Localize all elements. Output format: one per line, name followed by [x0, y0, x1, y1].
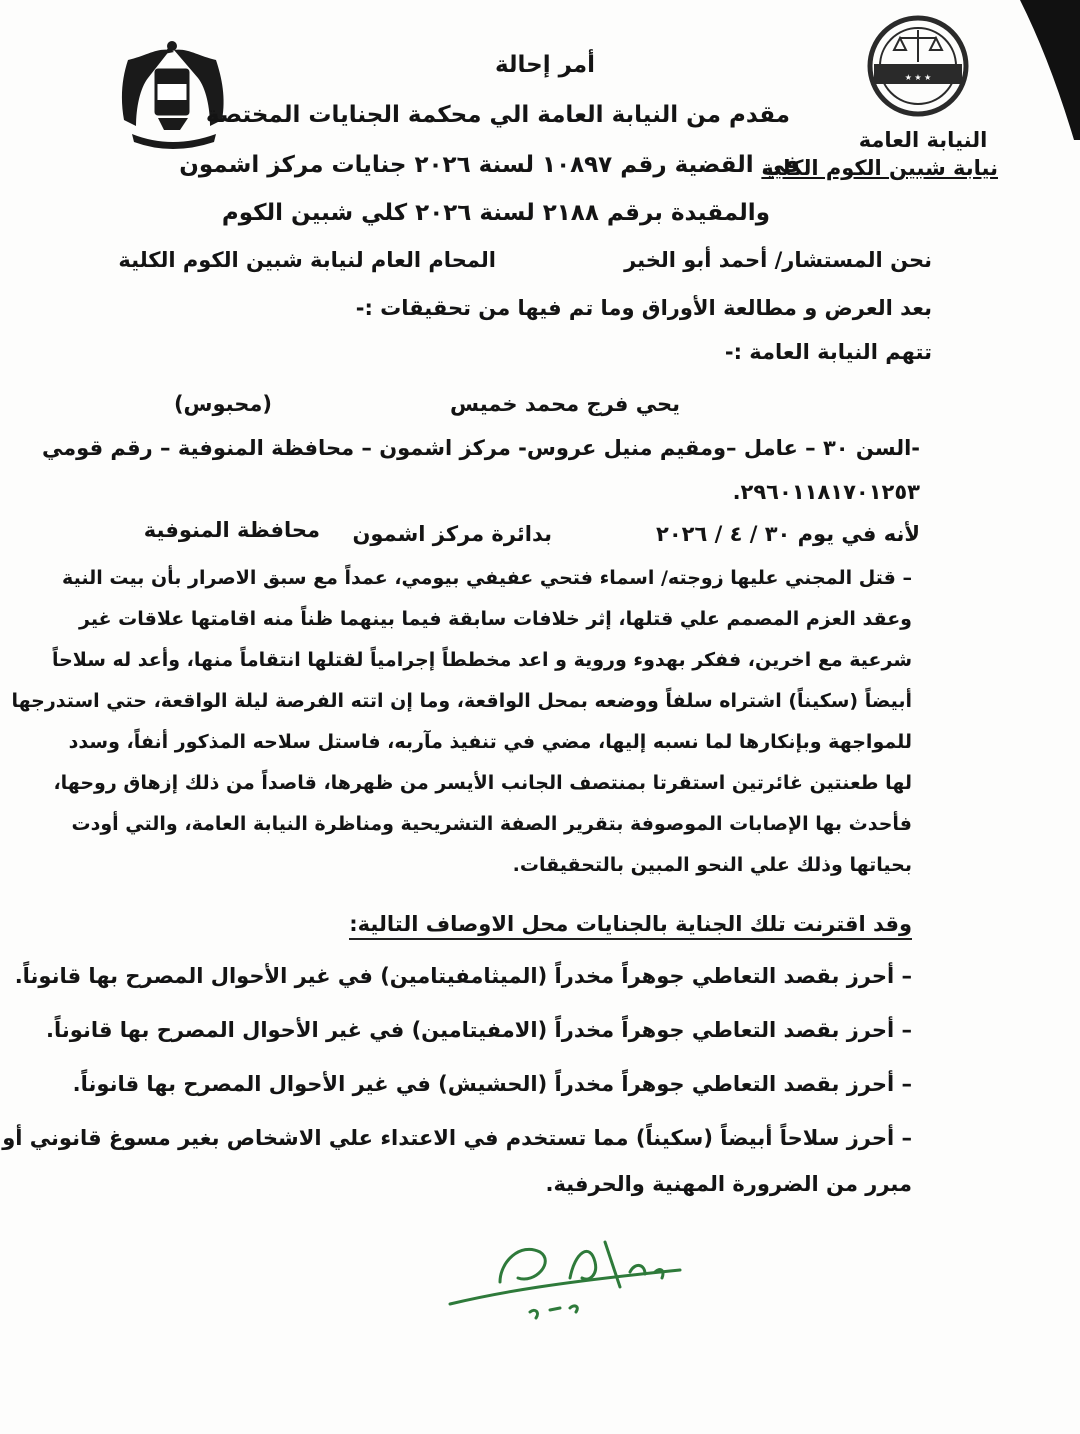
national-id: ٢٩٦٠١١٨١٧٠١٢٥٣. [732, 480, 920, 504]
charge-line: للمواجهة وبإنكارها لما نسبه إليها، مضي في تنفيذ مآربه، فاستل سلاحه المذكور أنفاً، وسدد [68, 731, 912, 753]
charge-paragraph [11, 558, 912, 886]
prosecution-seal-icon [860, 10, 982, 122]
prosecutor-title: المحام العام لنيابة شبين الكوم الكلية [118, 248, 496, 272]
charge-line: أبيضاً (سكيناً) اشتراه سلفاً ووضعه بمحل الواقعة، وما إن اتته الفرصة ليلة الواقعة، حتي استدرجها [11, 690, 912, 712]
defendant-status: (محبوس) [173, 392, 272, 416]
charge-line: شرعية مع اخرين، ففكر بهدوء وروية و اعد مخططاً إجرامياً لقتلها انتقاماً منها، وأعد له سلاحاً [51, 649, 912, 671]
charge-line: لها طعنتين غائرتين استقرتا بمنتصف الجانب الأيسر من ظهرها، قاصداً من ذلك إزهاق روحها، [53, 772, 912, 794]
charge-line: بحياتها وذلك علي النحو المبين بالتحقيقات. [512, 854, 912, 876]
incident-governorate: محافظة المنوفية [143, 518, 320, 542]
weapon-line-2: مبرر من الضرورة المهنية والحرفية. [545, 1172, 912, 1196]
signature [440, 1212, 700, 1332]
charge-line: فأحدث بها الإصابات الموصوفة بتقرير الصفة التشريحية ومناظرة النيابة العامة، والتي أودت [71, 813, 912, 835]
charge-line: وعقد العزم المصمم علي قتلها، إثر خلافات سابقة فيما بينهما ظناً منه اقامتها علاقات غير [79, 608, 912, 630]
defendant-info: -السن ٣٠ – عامل –ومقيم منيل عروس- مركز اشمون – محافظة المنوفية – رقم قومي [41, 436, 920, 460]
accusation-heading: تتهم النيابة العامة :- [724, 340, 932, 364]
office-name: النيابة العامة [858, 128, 988, 152]
egypt-eagle-emblem-icon [118, 38, 230, 150]
charge-item: – أحرز بقصد التعاطي جوهراً مخدراً (الحشيش) في غير الأحوال المصرح بها قانوناً. [72, 1072, 912, 1096]
charge-item: – أحرز بقصد التعاطي جوهراً مخدراً (الامفيتامين) في غير الأحوال المصرح بها قانوناً. [46, 1018, 912, 1042]
weapon-line-1: – أحرز سلاحاً أبيضاً (سكيناً) مما تستخدم في الاعتداء علي الاشخاص بغير مسوغ قانوني أو [2, 1126, 912, 1150]
defendant-name: يحي فرج محمد خميس [450, 392, 680, 416]
charge-item: – أحرز بقصد التعاطي جوهراً مخدراً (الميثامفيتامين) في غير الأحوال المصرح بها قانوناً. [14, 964, 912, 988]
incident-date: لأنه في يوم ٣٠ / ٤ / ٢٠٢٦ [656, 522, 920, 546]
office-subname: نيابة شبين الكوم الكلية [761, 156, 998, 180]
svg-text:★ ★ ★: ★ ★ ★ [904, 73, 932, 82]
document-title: أمر إحالة [494, 52, 596, 78]
page-corner-shadow [1010, 0, 1080, 140]
prosecutor-name: نحن المستشار/ أحمد أبو الخير [624, 248, 932, 272]
aggravation-heading-text: وقد اقترنت تلك الجناية بالجنايات محل الاوصاف التالية: [349, 912, 912, 940]
aggravation-heading [349, 912, 912, 936]
registry-number-line: والمقيدة برقم ٢١٨٨ لسنة ٢٠٢٦ كلي شبين الكوم [221, 200, 770, 226]
incident-district: بدائرة مركز اشمون [352, 522, 552, 546]
after-review-line: بعد العرض و مطالعة الأوراق وما تم فيها من تحقيقات :- [355, 296, 932, 320]
header-line-1: مقدم من النيابة العامة الي محكمة الجنايات المختصة [205, 102, 790, 128]
charge-line: – قتل المجني عليها زوجته/ اسماء فتحي عفيفي بيومي، عمداً مع سبق الاصرار بأن بيت النية [62, 567, 912, 589]
case-number-line: في القضية رقم ١٠٨٩٧ لسنة ٢٠٢٦ جنايات مركز اشمون [179, 152, 800, 178]
